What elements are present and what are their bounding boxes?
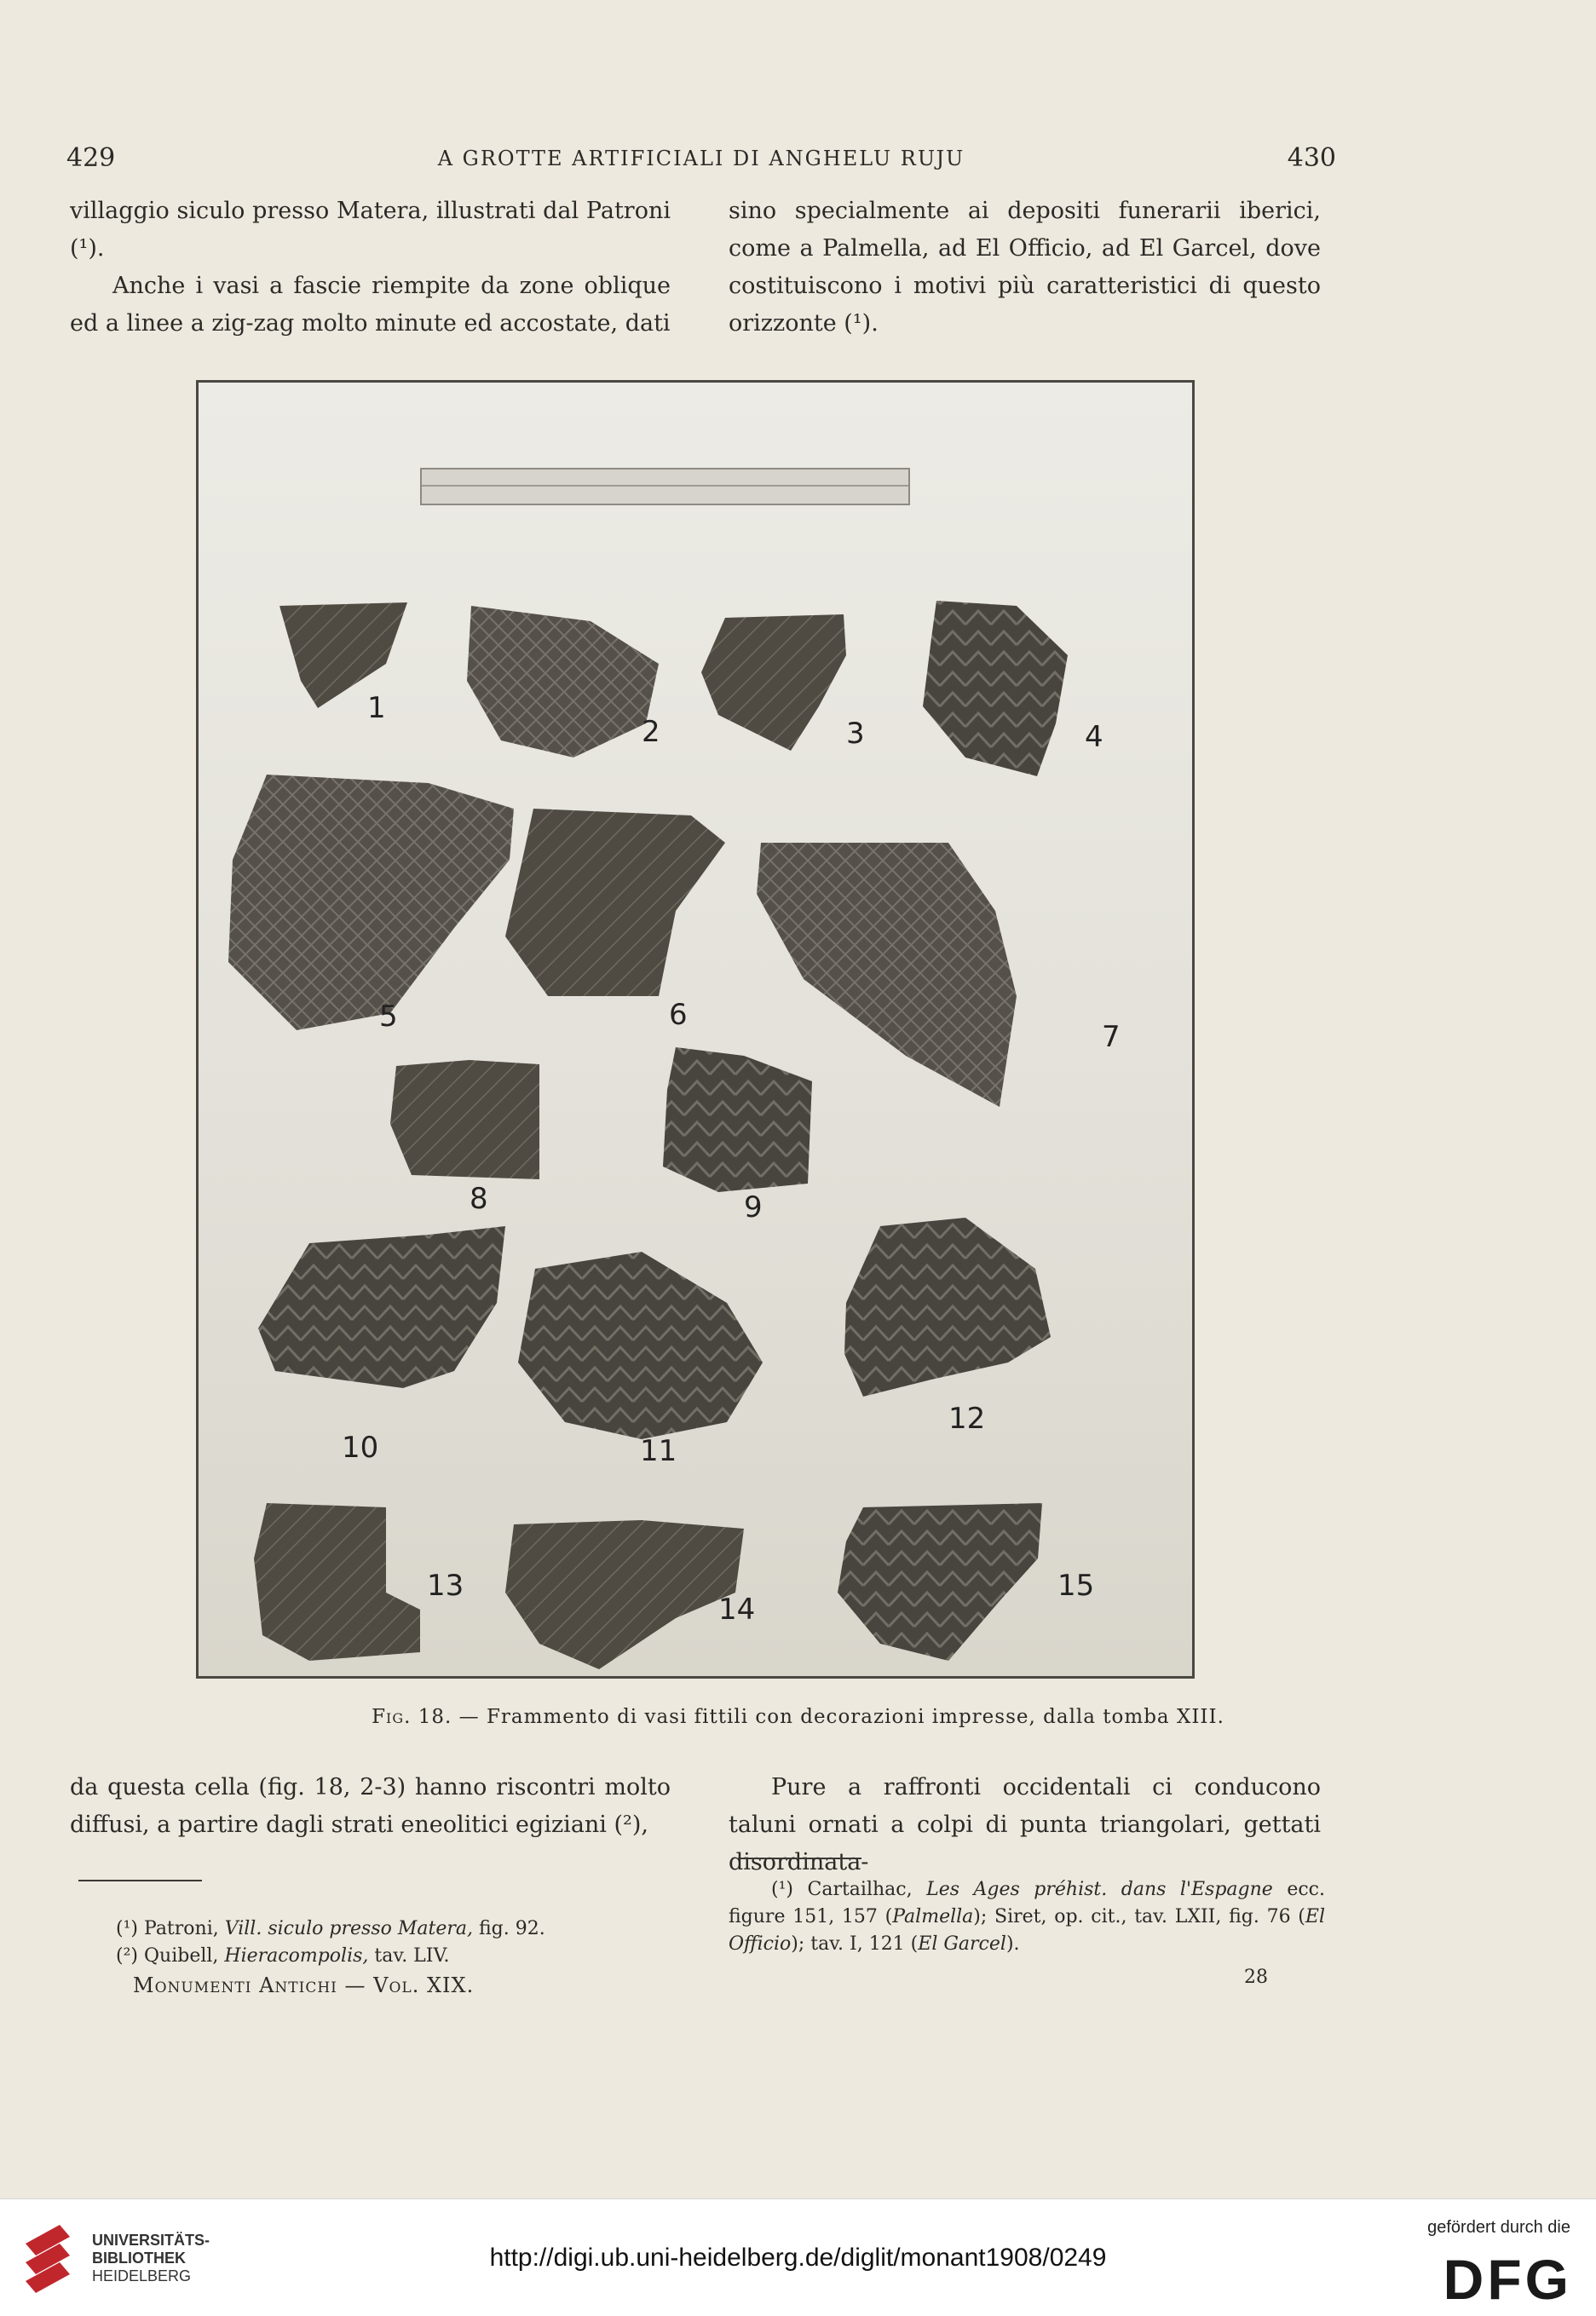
fragment-label: 6 [669,998,688,1032]
dfg-logo: DFG [1443,2248,1572,2311]
footnotes-left [116,1916,661,1970]
fragment-12 [844,1218,1051,1397]
caption-text: — Frammento di vasi fittili con decorazioni impresse, dalla tomba XIII. [452,1706,1224,1728]
figure-photo-pottery-fragments [196,380,1195,1679]
right-column-bottom [729,1769,1321,1881]
paragraph: sino specialmente ai depositi funerarii iberici, come a Palmella, ad El Officio, ad El Garcel, dove costituiscono i motivi più caratteristici di questo orizzonte (¹). [729,198,1321,337]
fragment-label: 8 [470,1182,488,1216]
fragment-shapes [199,383,1192,1676]
fragment-label: 1 [367,691,386,725]
paragraph: Pure a raffronti occidentali ci conducono taluni ornati a colpi di punta triangolari, gettati disordinata- [729,1774,1321,1875]
fragment-label: 10 [342,1431,379,1465]
source-url-link[interactable]: http://digi.ub.uni-heidelberg.de/diglit/monant1908/0249 [489,2244,1107,2272]
fragment-10 [258,1226,505,1388]
fragment-label: 2 [642,715,660,749]
fragment-7 [757,843,1017,1107]
footnote: (²) Quibell, Hieracompolis, tav. LIV. [116,1945,450,1967]
running-title: A GROTTE ARTIFICIALI DI ANGHELU RUJU [437,147,965,170]
paragraph: Anche i vasi a fascie riempite da zone oblique ed a linee a zig-zag molto minute ed accostate, dati [70,273,671,337]
right-column-top [729,193,1321,343]
fragment-label: 12 [948,1402,986,1436]
figure-caption [0,1706,1596,1728]
funding-label: gefördert durch die [1427,2218,1570,2237]
page-number-right: 430 [1287,143,1336,173]
fragment-label: 5 [379,1000,398,1034]
viewer-footer [0,2198,1596,2316]
footnote-rule [78,1880,202,1881]
fragment-label: 7 [1102,1020,1121,1054]
caption-label: Fig. 18. [372,1706,452,1728]
fragment-2 [467,606,659,758]
paragraph: villaggio siculo presso Matera, illustrati dal Patroni (¹). [70,198,671,262]
fragment-3 [701,614,846,751]
fragment-13 [254,1503,420,1661]
fragment-14 [505,1520,744,1669]
fragment-label: 3 [846,717,865,751]
fragment-label: 13 [427,1569,464,1603]
library-name: UNIVERSITÄTS- BIBLIOTHEK HEIDELBERG [92,2232,210,2284]
sheet-number: 28 [1244,1967,1268,1988]
fragment-4 [923,601,1068,776]
fragment-8 [390,1060,539,1179]
fragment-label: 11 [640,1434,677,1468]
fragment-9 [663,1047,812,1192]
footnotes-right [729,1876,1325,1958]
left-column-top [70,193,671,343]
fragment-label: 4 [1085,720,1103,754]
page-number-left: 429 [66,143,116,173]
journal-title: Monumenti Antichi — Vol. XIX. [133,1973,475,1997]
fragment-5 [228,775,514,1030]
footnote: (¹) Patroni, Vill. siculo presso Matera, fig. 92. [116,1918,545,1939]
fragment-11 [518,1252,763,1439]
fragment-15 [838,1503,1042,1661]
fragment-label: 9 [744,1190,763,1224]
fragment-label: 15 [1057,1569,1095,1603]
fragment-label: 14 [718,1593,756,1627]
fragment-6 [505,809,725,996]
running-header [66,143,1336,177]
footnote-rule [738,1858,861,1859]
paragraph: da questa cella (fig. 18, 2-3) hanno riscontri molto diffusi, a partire dagli strati eneolitici egiziani (²), [70,1774,671,1838]
left-column-bottom [70,1769,671,1844]
fragment-1 [279,602,407,708]
footnote: (¹) Cartailhac, Les Ages préhist. dans l'Espagne ecc. figure 151, 157 (Palmella); Siret, op. cit., tav. LXII, fig. 76 (El Officio); tav. I, 121 (El Garcel). [729,1879,1325,1955]
